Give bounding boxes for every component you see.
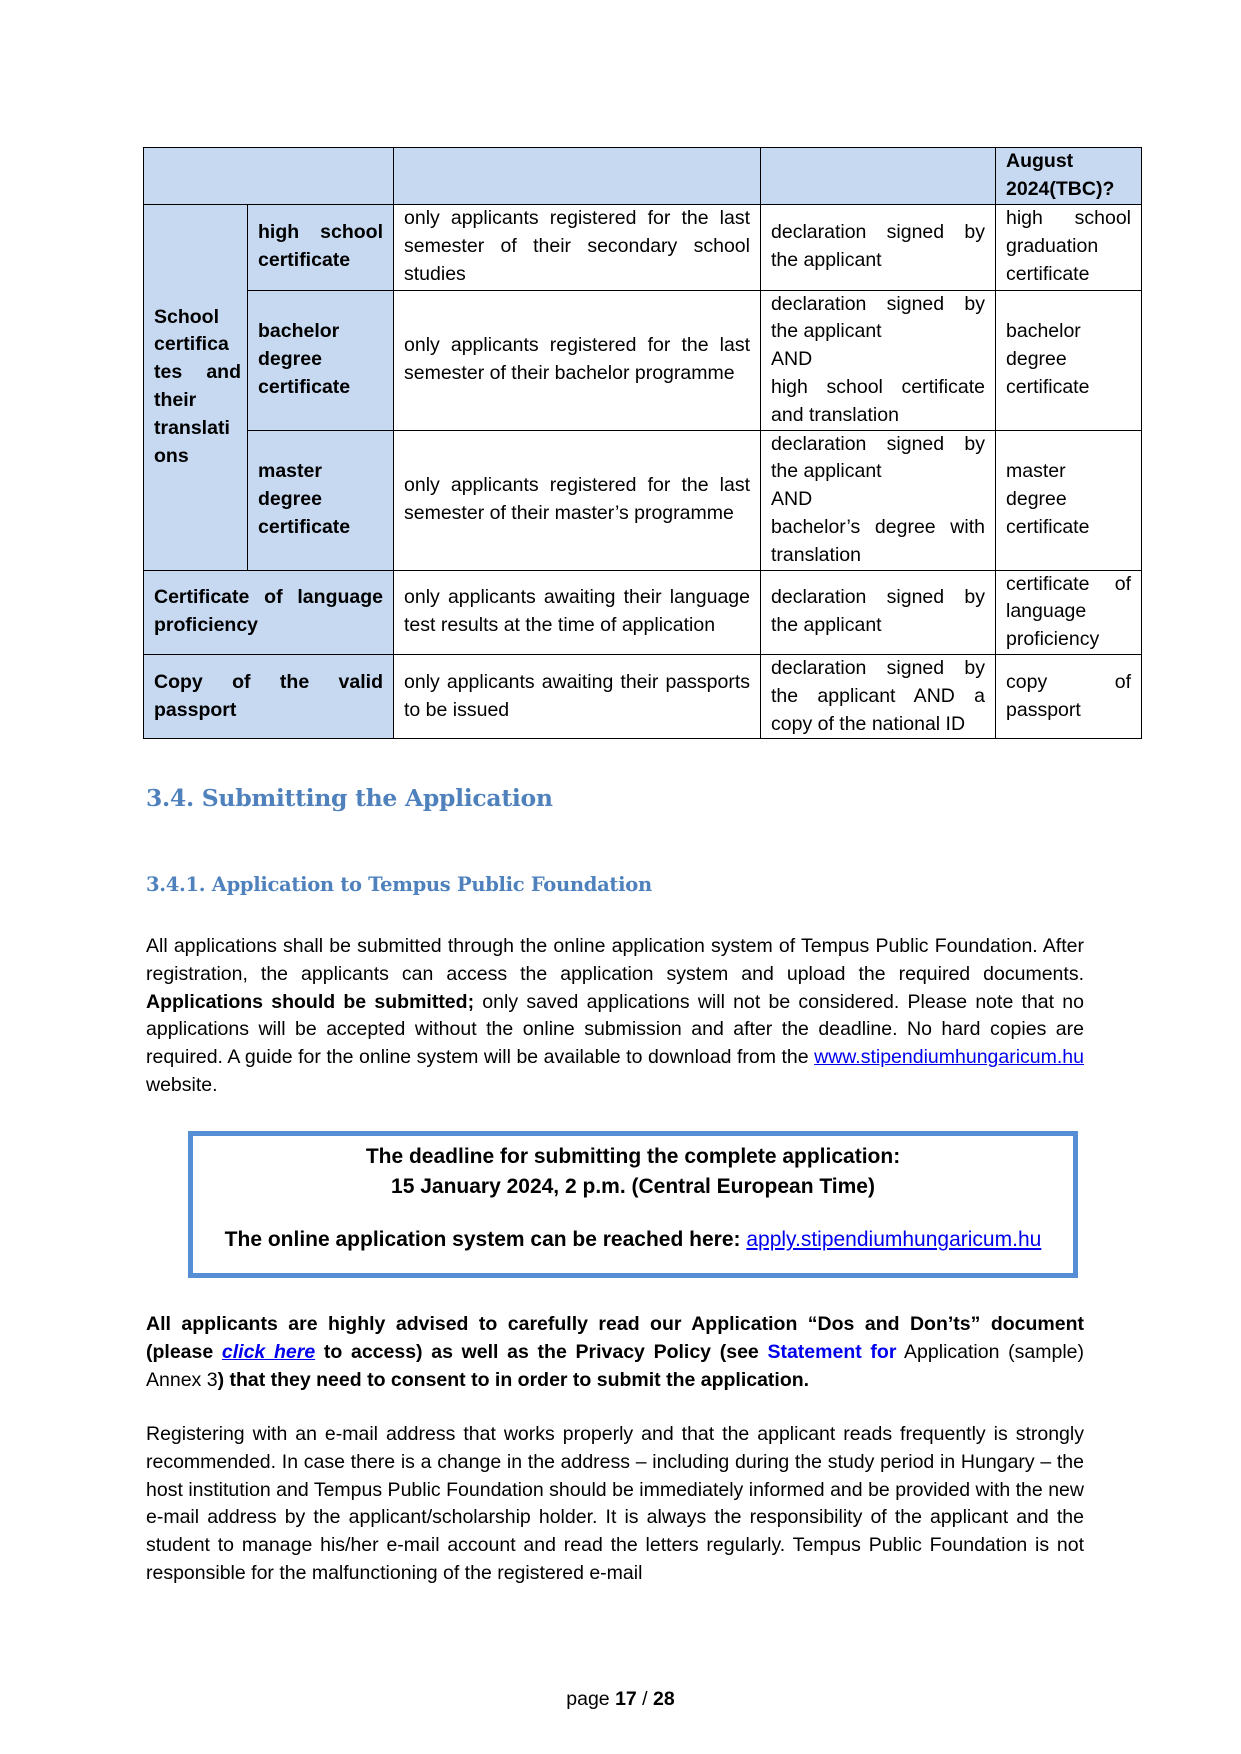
row-deadline-doc: bachelor degree certificate [996,290,1142,430]
row-instead: declaration signed by the applicant AND high school certificate and translation [761,290,996,430]
row-who: only applicants registered for the last semester of their bachelor programme [394,290,761,430]
table-row [144,430,1142,570]
submission-paragraph: All applications shall be submitted through the online application system of Tempus Public Foundation. After registration, the applicants can access the application system and upload the required documents. Applications should be submitted; only saved applications will not be considered. Please note that no applications will be accepted without the online submission and after the deadline. No hard copies are required. A guide for the online system will be available to download from the www.stipendiumhungaricum.hu website. [146,935,1084,1096]
document-requirements-table [143,147,1142,739]
table-header-row [144,148,1142,205]
row-who: only applicants registered for the last semester of their master’s programme [394,430,761,570]
row-deadline-doc: master degree certificate [996,430,1142,570]
statement-for-link[interactable]: Statement for [767,1340,897,1363]
deadline-title: The deadline for submitting the complete application: [365,1145,901,1168]
stipendium-website-link[interactable]: www.stipendiumhungaricum.hu [814,1046,1084,1069]
school-certificates-group-label: School certifica tes and their translati ons [144,204,248,570]
table-row [144,204,1142,290]
row-instead: declaration signed by the applicant AND a copy of the national ID [761,654,996,738]
section-heading: 3.4. Submitting the Application [146,784,553,812]
application-system-line: The online application system can be reached here: apply.stipendiumhungaricum.hu [224,1228,1042,1251]
table-row [144,654,1142,738]
page-number: page 17 / 28 [566,1688,675,1710]
row-instead: declaration signed by the applicant AND bachelor’s degree with translation [761,430,996,570]
table-row [144,570,1142,654]
row-who: only applicants awaiting their language test results at the time of application [394,570,761,654]
header-cell-who [394,148,761,205]
row-category: master degree certificate [248,430,394,570]
dos-and-donts-paragraph: All applicants are highly advised to carefully read our Application “Dos and Don’ts” document (please click here to access) as well as the Privacy Policy (see Statement for Application (sample) Annex 3) that they need to consent to in order to submit the application. [146,1313,1084,1391]
row-deadline-doc: high school graduation certificate [996,204,1142,290]
row-deadline-doc: certificate of language proficiency [996,570,1142,654]
row-who: only applicants awaiting their passports to be issued [394,654,761,738]
header-cell-deadline: August 2024(TBC)? [996,148,1142,205]
row-deadline-doc: copy of passport [996,654,1142,738]
row-category: high school certificate [248,204,394,290]
email-paragraph: Registering with an e-mail address that works properly and that the applicant reads frequently is strongly recommended. In case there is a change in the address – including during the study period in Hungary – the host institution and Tempus Public Foundation should be immediately informed and be provided with the new e-mail address by the applicant/scholarship holder. It is always the responsibility of the applicant and the student to manage his/her e-mail account and read the letters regularly. Tempus Public Foundation is not responsible for the malfunctioning of the registered e-mail [146,1423,1084,1584]
table-row [144,290,1142,430]
row-who: only applicants registered for the last semester of their secondary school studies [394,204,761,290]
row-category: Certificate of language proficiency [144,570,394,654]
row-instead: declaration signed by the applicant [761,570,996,654]
subsection-heading: 3.4.1. Application to Tempus Public Foundation [146,873,652,896]
deadline-date: 15 January 2024, 2 p.m. (Central European Time) [391,1175,875,1198]
row-category: bachelor degree certificate [248,290,394,430]
header-cell-instead [761,148,996,205]
row-category: Copy of the valid passport [144,654,394,738]
click-here-link[interactable]: click here [221,1340,316,1363]
header-cell-category [144,148,394,205]
row-instead: declaration signed by the applicant [761,204,996,290]
deadline-box [188,1131,1078,1278]
apply-system-link[interactable]: apply.stipendiumhungaricum.hu [746,1228,1042,1251]
